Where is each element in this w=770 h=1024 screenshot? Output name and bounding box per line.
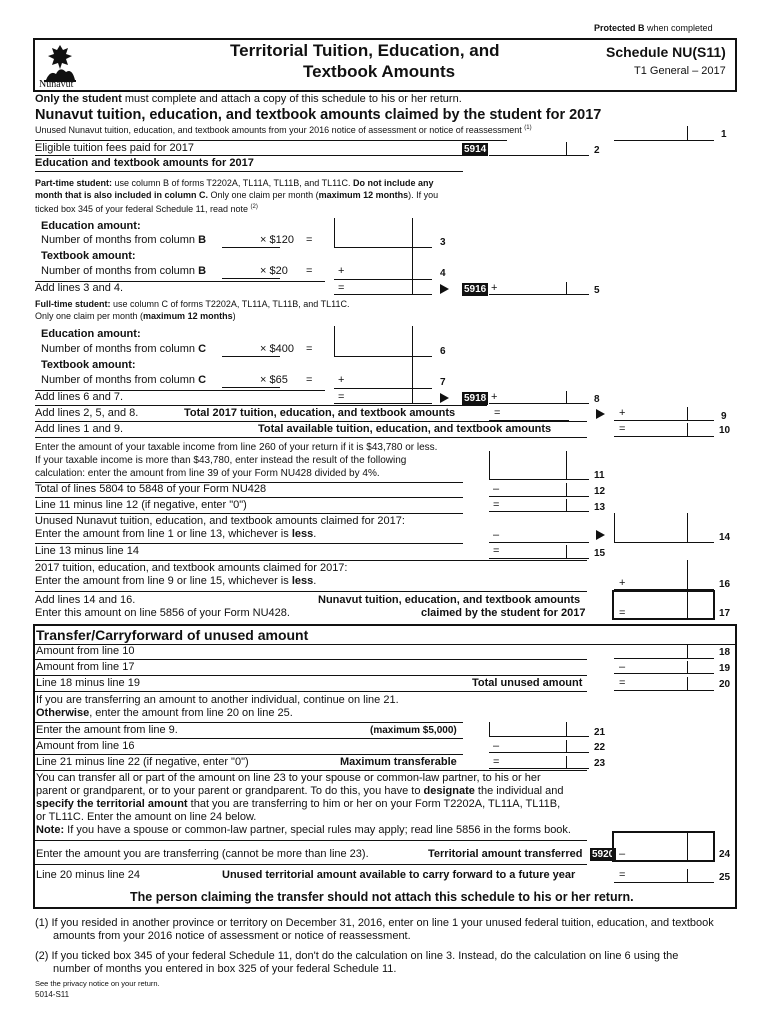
line-number-11: 11 [594, 470, 605, 481]
eq-5: = [338, 282, 345, 294]
line5-field[interactable] [489, 294, 589, 295]
plus-7: + [338, 374, 345, 386]
line-number-8: 8 [594, 394, 600, 405]
minus-14: – [493, 529, 500, 541]
textbook-amount-label: Textbook amount: [41, 250, 136, 262]
line-number-6: 6 [440, 346, 446, 357]
line-number-10: 10 [719, 425, 731, 436]
line2-field[interactable] [489, 155, 589, 156]
arrow-icon [596, 530, 605, 540]
minus-19: – [619, 661, 626, 673]
line-number-3: 3 [440, 237, 446, 248]
unused-future-label: Unused territorial amount available to carry forward to a future year [222, 869, 576, 881]
line7-text: Number of months from column C [41, 374, 207, 386]
x400: × $400 [260, 343, 294, 355]
line11-field[interactable] [489, 451, 589, 480]
form-title-line1: Territorial Tuition, Education, and [230, 41, 500, 60]
line13-field[interactable] [489, 511, 589, 512]
line-number-21: 21 [594, 727, 606, 738]
line23-field[interactable] [489, 768, 589, 769]
line17-text: Add lines 14 and 16. Enter this amount on line 5856 of your Form NU428. [35, 594, 290, 619]
eq-20: = [619, 677, 626, 689]
line15-text: Line 13 minus line 14 [35, 545, 139, 557]
total-available-label: Total available tuition, education, and textbook amounts [258, 423, 552, 435]
line4-months-field[interactable] [222, 278, 280, 279]
line8-sum-field[interactable] [334, 403, 432, 404]
line10-field[interactable] [614, 436, 714, 437]
line4-field[interactable] [334, 279, 432, 280]
logo-text: Nunavut [39, 79, 74, 90]
total-unused-label: Total unused amount [472, 677, 583, 689]
code-5916: 5916 [464, 284, 487, 295]
line1-text: Unused Nunavut tuition, education, and textbook amounts from your 2016 notice of assessment or notice of reassessment $^{(1)}$ [35, 125, 532, 135]
line7-field[interactable] [334, 388, 432, 389]
line-number-19: 19 [719, 663, 731, 674]
edu-heading: Education and textbook amounts for 2017 [35, 157, 254, 169]
plus-8: + [491, 391, 498, 403]
line16-text: 2017 tuition, education, and textbook amounts claimed for 2017: Enter the amount from line 9 or line 15, whichever is less. [35, 562, 348, 587]
line12-field[interactable] [489, 496, 589, 497]
minus-12: – [493, 483, 500, 495]
eq-25: = [619, 869, 626, 881]
code-5918: 5918 [464, 393, 487, 404]
line24-text: Enter the amount you are transferring (cannot be more than line 23). [36, 848, 369, 860]
privacy-notice: See the privacy notice on your return. [35, 979, 160, 988]
note-1: (1) If you resided in another province or territory on December 31, 2016, enter on line 1 your unused federal tuition, education, and textbook amounts from your 2016 notice of assessment or notice of reassessment. [35, 917, 714, 942]
only-student-note: Only the student must complete and attach a copy of this schedule to his or her return. [35, 93, 462, 105]
line-number-20: 20 [719, 679, 731, 690]
eq-4: = [306, 265, 313, 277]
plus-5: + [491, 282, 498, 294]
eq-17: = [619, 607, 626, 619]
line6-field[interactable] [334, 326, 432, 357]
note-2: (2) If you ticked box 345 of your federal Schedule 11, don't do the calculation on line 3. Instead, do the calculation on line 6 using the number of months you entered in box 325 of your federal Schedule 11. [35, 950, 679, 975]
line20-text: Line 18 minus line 19 [36, 677, 140, 689]
line23-text: Line 21 minus line 22 (if negative, enter "0") [36, 756, 249, 768]
territorial-transferred-label: Territorial amount transferred [428, 848, 583, 860]
arrow-icon [440, 284, 449, 294]
line-number-16: 16 [719, 579, 731, 590]
line5-sum-field[interactable] [334, 294, 432, 295]
education-amount-label-ft: Education amount: [41, 328, 141, 340]
nunavut-claimed-label1: Nunavut tuition, education, and textbook amounts [318, 594, 581, 606]
line-number-13: 13 [594, 502, 606, 513]
plus-16: + [619, 577, 626, 589]
line-number-7: 7 [440, 377, 446, 388]
plus-4: + [338, 265, 345, 277]
line20-field[interactable] [614, 690, 714, 691]
line22-field[interactable] [489, 752, 589, 753]
nunavut-claimed-label2: claimed by the student for 2017 [421, 607, 586, 619]
line-number-5: 5 [594, 285, 600, 296]
education-amount-label: Education amount: [41, 220, 141, 232]
line8-field[interactable] [489, 403, 589, 404]
line-number-1: 1 [721, 129, 727, 140]
full-time-instructions: Full-time student: use column C of forms T2202A, TL11A, TL11B, and TL11C. Only one claim per month (maximum 12 months) [35, 299, 350, 321]
minus-24: – [619, 848, 626, 860]
line-number-4: 4 [440, 268, 446, 279]
nunavut-logo [38, 42, 82, 90]
line5-text: Add lines 3 and 4. [35, 282, 124, 294]
line6-months-field[interactable] [222, 356, 280, 357]
line-number-14: 14 [719, 532, 731, 543]
line-number-25: 25 [719, 872, 731, 883]
no-attach-notice: The person claiming the transfer should not attach this schedule to his or her return. [130, 890, 634, 904]
eq-7: = [306, 374, 313, 386]
eq-3: = [306, 234, 313, 246]
line9-text: Add lines 2, 5, and 8. [35, 407, 139, 419]
code-5920: 5920 [592, 849, 615, 860]
minus-22: – [493, 740, 500, 752]
line17-field[interactable] [612, 590, 715, 620]
line8-text: Add lines 6 and 7. [35, 391, 124, 403]
line-number-2: 2 [594, 145, 600, 156]
eq-6: = [306, 343, 313, 355]
line11-text: Enter the amount of your taxable income from line 260 of your return if it is $43,780 or less. If your taxable income is more than $43,780, enter instead the result of the following calculation: enter the amount from line 39 of your Form NU428 divided by 4%. [35, 442, 438, 479]
line-number-22: 22 [594, 742, 606, 753]
arrow-icon [440, 393, 449, 403]
line-number-15: 15 [594, 548, 606, 559]
line-number-24: 24 [719, 849, 731, 860]
part-time-instructions: Part-time student: use column B of forms T2202A, TL11A, TL11B, and TL11C. Do not include any month that is also included in column C. Only one claim per month (maximum 12 months). If you ticked box 345 of your federal Schedule 11, read note $^{(2)}$ [35, 178, 439, 214]
transfer-paragraph: You can transfer all or part of the amount on line 23 to your spouse or common-law partner, to his or her parent or grandparent, or to your parent or grandparent. To do this, you have to designate the individual and specify the territorial amount that you are transferring to him or her on your Form T2202A, TL11A, TL11B, or TL11C. Enter the amount on line 24 below. Note: If you have a spouse or common-law partner, special rules may apply; read line 5856 in the forms book. [36, 772, 571, 836]
line1-field[interactable] [614, 140, 714, 141]
line19-field[interactable] [614, 673, 714, 674]
eq-9: = [494, 407, 501, 419]
line-number-23: 23 [594, 758, 606, 769]
arrow-icon [596, 409, 605, 419]
max-5000-label: (maximum $5,000) [370, 725, 457, 736]
form-title-line2: Textbook Amounts [303, 62, 456, 81]
textbook-amount-label-ft: Textbook amount: [41, 359, 136, 371]
line3-field[interactable] [334, 218, 432, 248]
eq-15: = [493, 545, 500, 557]
code-5914: 5914 [464, 144, 487, 155]
total-2017-label: Total 2017 tuition, education, and textbook amounts [184, 407, 456, 419]
x120: × $120 [260, 234, 294, 246]
line-number-18: 18 [719, 647, 731, 658]
line3-text: Number of months from column B [41, 234, 207, 246]
protected-b-label: Protected B when completed [594, 23, 713, 33]
line-number-17: 17 [719, 608, 731, 619]
line14-text: Unused Nunavut tuition, education, and textbook amounts claimed for 2017: Enter the amount from line 1 or line 13, whichever is less. [35, 515, 405, 540]
line-number-9: 9 [721, 411, 727, 422]
line-number-12: 12 [594, 486, 606, 497]
max-transferable-label: Maximum transferable [340, 756, 457, 768]
section2-heading: Transfer/Carryforward of unused amount [36, 627, 309, 643]
line7-months-field[interactable] [222, 387, 280, 388]
line13-text: Line 11 minus line 12 (if negative, enter "0") [35, 499, 247, 511]
form-code: 5014-S11 [35, 990, 70, 999]
eq-8: = [338, 391, 345, 403]
line25-field[interactable] [614, 882, 714, 883]
x65: × $65 [260, 374, 288, 386]
line6-text: Number of months from column C [41, 343, 207, 355]
line14-field[interactable] [614, 513, 714, 543]
eq-10: = [619, 423, 626, 435]
line10-text: Add lines 1 and 9. [35, 423, 124, 435]
eq-13: = [493, 499, 500, 511]
section1-heading: Nunavut tuition, education, and textbook amounts claimed by the student for 2017 [35, 107, 602, 123]
x20: × $20 [260, 265, 288, 277]
line25-text: Line 20 minus line 24 [36, 869, 140, 881]
line24-field[interactable] [612, 831, 715, 862]
line21-text: Enter the amount from line 9. [36, 724, 178, 736]
schedule-title: Schedule NU(S11) [606, 44, 726, 60]
line18-text: Amount from line 10 [36, 645, 135, 657]
transfer-instructions: If you are transferring an amount to another individual, continue on line 21. Otherwise, enter the amount from line 20 on line 25. [36, 694, 399, 719]
line2-text: Eligible tuition fees paid for 2017 [35, 142, 194, 154]
line22-text: Amount from line 16 [36, 740, 135, 752]
line4-text: Number of months from column B [41, 265, 207, 277]
plus-9: + [619, 407, 626, 419]
line21-field[interactable] [489, 736, 589, 737]
line9-field[interactable] [614, 420, 714, 421]
eq-23: = [493, 756, 500, 768]
t1-general-year: T1 General – 2017 [634, 65, 726, 77]
line19-text: Amount from line 17 [36, 661, 135, 673]
line18-field[interactable] [614, 658, 714, 659]
line12-text: Total of lines 5804 to 5848 of your Form NU428 [35, 483, 267, 495]
line3-months-field[interactable] [222, 247, 280, 248]
line15-field[interactable] [489, 558, 589, 559]
